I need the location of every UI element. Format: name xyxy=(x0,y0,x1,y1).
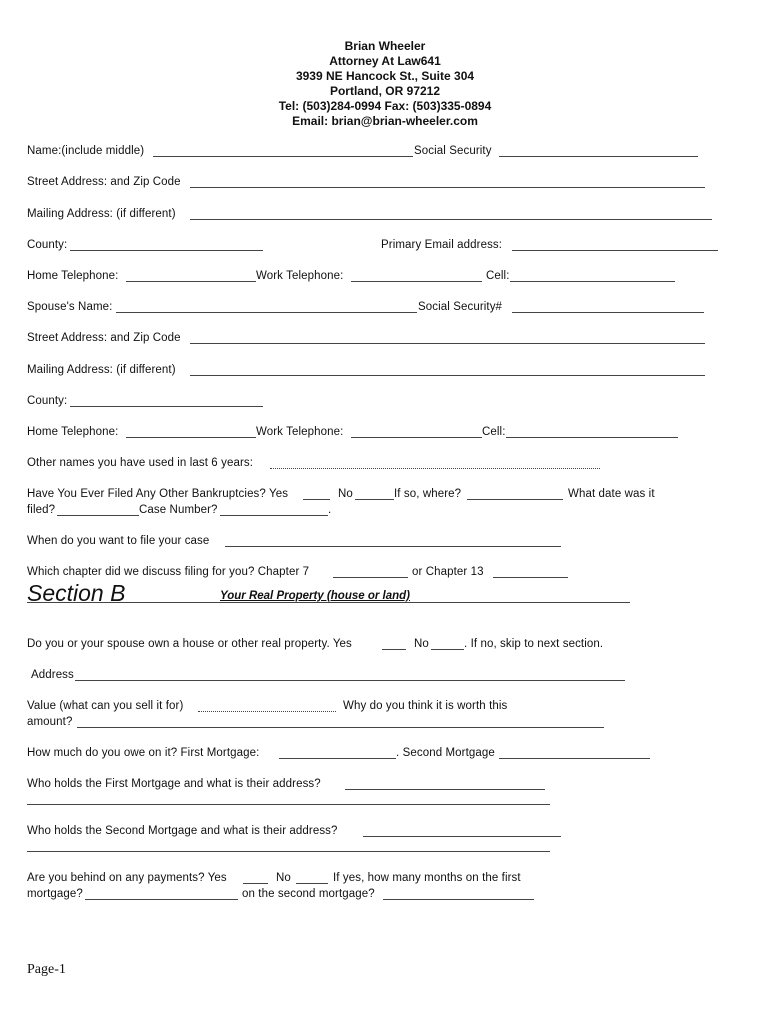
case-number-field[interactable] xyxy=(220,515,328,516)
spouse-mailing-label: Mailing Address: (if different) xyxy=(27,364,176,376)
behind-label: Are you behind on any payments? Yes xyxy=(27,872,227,884)
first-holder-label: Who holds the First Mortgage and what is their address? xyxy=(27,778,321,790)
behind-no-field[interactable] xyxy=(296,883,328,884)
second-holder-label: Who holds the Second Mortgage and what is their address? xyxy=(27,825,338,837)
office-street: 3939 NE Hancock St., Suite 304 xyxy=(295,69,475,83)
first-holder-field-2[interactable] xyxy=(27,804,550,805)
bankruptcy-where-label: If so, where? xyxy=(394,488,462,500)
chapter7-field[interactable] xyxy=(333,577,408,578)
case-number-period: . xyxy=(328,504,332,516)
own-yes-field[interactable] xyxy=(382,649,406,650)
other-names-field[interactable] xyxy=(270,468,600,469)
name-label: Name:(include middle) xyxy=(27,145,145,157)
spouse-street-field[interactable] xyxy=(190,343,705,344)
attorney-name: Brian Wheeler xyxy=(344,39,426,53)
spouse-home-phone-field[interactable] xyxy=(126,437,256,438)
other-names-label: Other names you have used in last 6 years: xyxy=(27,457,254,469)
mortgage-label: mortgage? xyxy=(27,888,83,900)
chapter13-label: or Chapter 13 xyxy=(412,566,484,578)
office-phones: Tel: (503)284-0994 Fax: (503)335-0894 xyxy=(278,99,492,113)
when-file-label: When do you want to file your case xyxy=(27,535,210,547)
own-no-field[interactable] xyxy=(431,649,464,650)
spouse-county-label: County: xyxy=(27,395,68,407)
spouse-name-field[interactable] xyxy=(116,312,417,313)
second-holder-field[interactable] xyxy=(363,836,561,837)
property-address-label: Address xyxy=(31,669,74,681)
first-mortgage-field[interactable] xyxy=(279,758,396,759)
bankruptcy-no-label: No xyxy=(338,488,353,500)
county-field[interactable] xyxy=(70,250,263,251)
attorney-title: Attorney At Law641 xyxy=(329,54,441,68)
spouse-ssn-label: Social Security# xyxy=(418,301,503,313)
value-label: Value (what can you sell it for) xyxy=(27,700,184,712)
own-no-label: No xyxy=(414,638,429,650)
own-property-question: Do you or your spouse own a house or other real property. Yes xyxy=(27,638,352,650)
owe-label: How much do you owe on it? First Mortgage: xyxy=(27,747,260,759)
bankruptcy-filed-label: filed? xyxy=(27,504,56,516)
amount-label: amount? xyxy=(27,716,73,728)
property-address-field[interactable] xyxy=(75,680,625,681)
first-months-field[interactable] xyxy=(85,899,238,900)
mailing-field[interactable] xyxy=(190,219,712,220)
when-file-field[interactable] xyxy=(225,546,561,547)
office-email: Email: brian@brian-wheeler.com xyxy=(292,114,478,128)
value-field[interactable] xyxy=(198,711,336,712)
bankruptcy-where-field[interactable] xyxy=(467,499,563,500)
office-city: Portland, OR 97212 xyxy=(329,84,441,98)
email-label: Primary Email address: xyxy=(381,239,503,251)
second-mortgage-field[interactable] xyxy=(499,758,650,759)
second-holder-field-2[interactable] xyxy=(27,851,550,852)
home-phone-field[interactable] xyxy=(126,281,256,282)
behind-months-label: If yes, how many months on the first xyxy=(333,872,521,884)
behind-no-label: No xyxy=(276,872,291,884)
mailing-label: Mailing Address: (if different) xyxy=(27,208,176,220)
street-field[interactable] xyxy=(190,187,705,188)
bankruptcy-filed-field[interactable] xyxy=(57,515,139,516)
why-worth-field[interactable] xyxy=(77,727,604,728)
section-b-title: Your Real Property (house or land) xyxy=(220,590,410,602)
case-number-label: Case Number? xyxy=(139,504,218,516)
ssn-field[interactable] xyxy=(499,156,698,157)
page-number: Page-1 xyxy=(27,962,66,977)
bankruptcy-date-label: What date was it xyxy=(568,488,655,500)
section-b-label: Section B xyxy=(27,580,126,606)
section-b-rule xyxy=(27,602,630,603)
second-mortgage-label: . Second Mortgage xyxy=(396,747,495,759)
chapter-label: Which chapter did we discuss filing for you? Chapter 7 xyxy=(27,566,310,578)
spouse-ssn-field[interactable] xyxy=(512,312,704,313)
why-worth-label: Why do you think it is worth this xyxy=(343,700,508,712)
email-field[interactable] xyxy=(512,250,718,251)
street-label: Street Address: and Zip Code xyxy=(27,176,181,188)
on-second-label: on the second mortgage? xyxy=(242,888,375,900)
spouse-street-label: Street Address: and Zip Code xyxy=(27,332,181,344)
spouse-cell-field[interactable] xyxy=(506,437,678,438)
county-label: County: xyxy=(27,239,68,251)
work-phone-field[interactable] xyxy=(351,281,482,282)
bankruptcy-question: Have You Ever Filed Any Other Bankruptcies? Yes xyxy=(27,488,289,500)
bankruptcy-yes-field[interactable] xyxy=(303,499,330,500)
spouse-mailing-field[interactable] xyxy=(190,375,705,376)
bankruptcy-no-field[interactable] xyxy=(355,499,394,500)
spouse-name-label: Spouse's Name: xyxy=(27,301,113,313)
spouse-cell-label: Cell: xyxy=(482,426,506,438)
second-months-field[interactable] xyxy=(383,899,534,900)
own-skip-note: . If no, skip to next section. xyxy=(464,638,604,650)
spouse-home-phone-label: Home Telephone: xyxy=(27,426,119,438)
spouse-work-phone-label: Work Telephone: xyxy=(256,426,344,438)
behind-yes-field[interactable] xyxy=(243,883,268,884)
work-phone-label: Work Telephone: xyxy=(256,270,344,282)
chapter13-field[interactable] xyxy=(493,577,568,578)
first-holder-field[interactable] xyxy=(345,789,545,790)
ssn-label: Social Security xyxy=(414,145,492,157)
spouse-county-field[interactable] xyxy=(70,406,263,407)
spouse-work-phone-field[interactable] xyxy=(351,437,482,438)
home-phone-label: Home Telephone: xyxy=(27,270,119,282)
cell-field[interactable] xyxy=(510,281,675,282)
cell-label: Cell: xyxy=(486,270,510,282)
name-field[interactable] xyxy=(153,156,413,157)
